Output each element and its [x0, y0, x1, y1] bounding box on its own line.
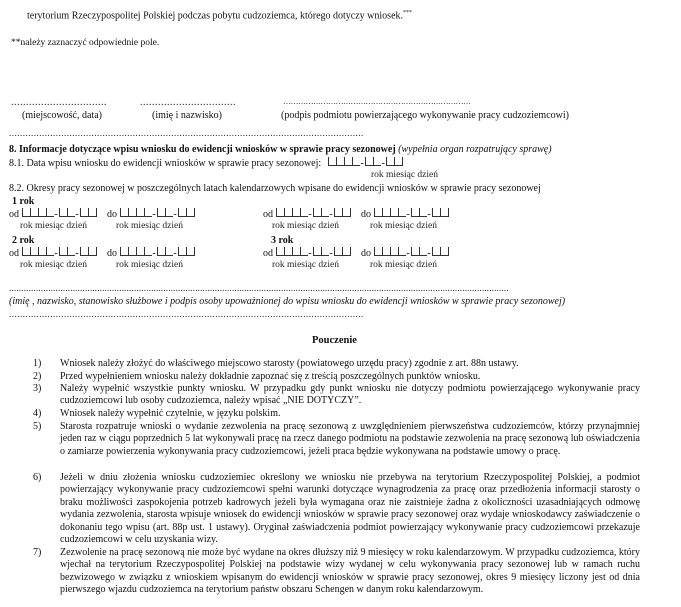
section-separator: ................................................................................................................................. — [9, 128, 364, 138]
continuation-text: terytorium Rzeczypospolitej Polskiej podczas pobytu cudzoziemca, którego dotyczy wniosek. — [27, 10, 404, 22]
year-3-range — [263, 247, 449, 259]
od-label: od — [9, 248, 19, 259]
pouczenie-item-text: Przed wypełnieniem wniosku należy dokładnie zapoznać się z treścią poszczególnych punktów wniosku. — [60, 371, 481, 382]
official-signature-line: ............................................................................................................................................................................................................ — [9, 283, 509, 293]
year-1-second-range — [263, 208, 449, 220]
date-caption: rok miesiąc dzień — [272, 260, 340, 270]
year-1-label: 1 rok — [12, 196, 35, 207]
item-8-2: 8.2. Okresy pracy sezonowej w poszczególnych latach kalendarzowych wpisane do ewidencji wniosków w sprawie pracy sezonowej — [9, 183, 541, 194]
pouczenie-item — [33, 472, 640, 546]
pouczenie-item-number: 5) — [33, 421, 42, 432]
pouczenie-item-text: Jeżeli w dniu złożenia wniosku cudzoziemiec określony we wniosku nie przebywa na terytorium Rzeczypospolitej Polskiej, a podmiot powierzający wykonywanie pracy cudzoziemcowi spełni warunki dotyczące wynagrodzenia za pracę oraz przedłożenia informacji starosty o braku możliwości zaspokojenia potrzeb kadrowych jeżeli była wymagana oraz nie zaistnieje żadna z okoliczności uzasadniających odmowę wydania zezwolenia, starosta wpisuje wniosek do ewidencji wniosków w sprawie pracy sezonowej oraz wydaje wnioskodawcy zaświadczenie o dokonaniu tego wpisu (art. 88p ust. 1 ustawy). Oryginał zaświadczenia podmiot powierzający wykonywanie pracy cudzoziemcowi przekazuje cudzoziemcowi w celu uzyskania wizy. — [60, 472, 640, 546]
pouczenie-item-number: 7) — [33, 547, 42, 558]
date-caption: rok miesiąc dzień — [116, 260, 184, 270]
entry-date-boxes[interactable]: - - — [328, 157, 403, 169]
date-caption: rok miesiąc dzień — [272, 221, 340, 231]
year-1-to-date[interactable]: - - — [120, 208, 195, 220]
employer-signature-label: (podpis podmiotu powierzającego wykonywanie pracy cudzoziemcowi) — [281, 110, 569, 121]
year-2-from-date[interactable]: - - — [22, 247, 97, 259]
pouczenie-heading: Pouczenie — [312, 335, 357, 346]
pouczenie-item-text: Starosta rozpatruje wnioski o wydanie zezwolenia na pracę sezonową z uwzględnieniem pierwszeństwa cudzoziemców, którzy przynajmniej jeden raz w ciągu poprzednich 5 lat wykonywali pracę na rzecz danego podmiotu na podstawie zezwolenia na pracę sezonową lub oświadczenia o zamiarze powierzenia wykonywania pracy cudzoziemcowi, jeżeli praca będzie wykonywana na podstawie umowy o pracę. — [60, 421, 640, 457]
pouczenie-item — [33, 421, 640, 458]
date-caption: rok miesiąc dzień — [370, 260, 438, 270]
pouczenie-item — [33, 358, 640, 370]
employer-signature-line: ………………………………………………………………… — [283, 97, 471, 106]
name-label: (imię i nazwisko) — [152, 110, 222, 121]
pouczenie-item-number: 1) — [33, 358, 42, 369]
year-3-label: 3 rok — [271, 235, 294, 246]
pouczenie-item-number: 6) — [33, 472, 42, 483]
date-caption: rok miesiąc dzień — [20, 260, 88, 270]
year-3-from-date[interactable]: - - — [276, 247, 351, 259]
field-note: **należy zaznaczyć odpowiednie pole. — [11, 38, 160, 48]
od-label: od — [9, 209, 19, 220]
footnote-marker: *** — [403, 10, 413, 16]
item-8-1 — [9, 157, 403, 169]
place-date-label: (miejscowość, data) — [22, 110, 102, 121]
pouczenie-item — [33, 547, 640, 597]
item-8-1-label: 8.1. Data wpisu wniosku do ewidencji wniosków w sprawie pracy sezonowej: — [9, 158, 322, 169]
od-label: od — [263, 248, 273, 259]
do-label: do — [361, 209, 371, 220]
pouczenie-item — [33, 408, 640, 420]
top-line — [27, 10, 412, 21]
official-signature-caption: (imię , nazwisko, stanowisko służbowe i podpis osoby upoważnionej do wpisu wniosku do ewidencji wniosków w sprawie pracy sezonowej) — [9, 296, 566, 307]
year-2-to-date[interactable]: - - — [120, 247, 195, 259]
year-1-from-date[interactable]: - - — [22, 208, 97, 220]
place-date-line: ................................ — [11, 97, 107, 108]
year-1-second-from-date[interactable]: - - — [276, 208, 351, 220]
pouczenie-item-text: Należy wypełnić wszystkie punkty wniosku. W przypadku gdy punkt wniosku nie dotyczy podmiotu powierzającego wykonywanie pracy cudzoziemcowi lub osoby cudzoziemca, należy wpisać „NIE DOTYCZY”. — [60, 383, 640, 407]
section-8-heading: 8. Informacje dotyczące wpisu wniosku do ewidencji wniosków w sprawie pracy sezonowej — [9, 144, 396, 155]
date-caption: rok miesiąc dzień — [370, 221, 438, 231]
pouczenie-item-text: Wniosek należy złożyć do właściwego miejscowo starosty (powiatowego urzędu pracy) zgodnie z art. 88n ustawy. — [60, 358, 519, 369]
pouczenie-item-number: 4) — [33, 408, 42, 419]
do-label: do — [361, 248, 371, 259]
year-2-label: 2 rok — [12, 235, 35, 246]
do-label: do — [107, 248, 117, 259]
pouczenie-item — [33, 383, 640, 408]
do-label: do — [107, 209, 117, 220]
od-label: od — [263, 209, 273, 220]
section-separator-2: ................................................................................................................................. — [9, 309, 364, 319]
pouczenie-item-number: 3) — [33, 383, 42, 394]
name-line: ................................ — [140, 97, 236, 108]
section-8-title — [9, 144, 552, 155]
year-1-second-to-date[interactable]: - - — [374, 208, 449, 220]
entry-date-caption: rok miesiąc dzień — [371, 170, 439, 180]
year-1-range — [9, 208, 195, 220]
section-8-note: (wypełnia organ rozpatrujący sprawę) — [398, 144, 552, 155]
year-2-range — [9, 247, 195, 259]
pouczenie-item-text: Zezwolenie na pracę sezonową nie może być wydane na okres dłuższy niż 9 miesięcy w roku kalendarzowym. W przypadku cudzoziemca, który wjechał na terytorium Rzeczypospolitej Polskiej na podstawie wizy wydanej w celu wykonywania pracy sezonowej lub w ramach ruchu bezwizowego w związku z wnioskiem wpisanym do ewidencji wniosków w sprawie pracy sezonowej, okres 9 miesięcy liczony jest od dnia pierwszego wjazdu cudzoziemca na terytorium państw obszaru Schengen w danym roku kalendarzowym. — [60, 547, 640, 596]
year-3-to-date[interactable]: - - — [374, 247, 449, 259]
pouczenie-item — [33, 371, 640, 383]
date-caption: rok miesiąc dzień — [116, 221, 184, 231]
pouczenie-item-text: Wniosek należy wypełnić czytelnie, w języku polskim. — [60, 408, 281, 419]
date-caption: rok miesiąc dzień — [20, 221, 88, 231]
pouczenie-item-number: 2) — [33, 371, 42, 382]
